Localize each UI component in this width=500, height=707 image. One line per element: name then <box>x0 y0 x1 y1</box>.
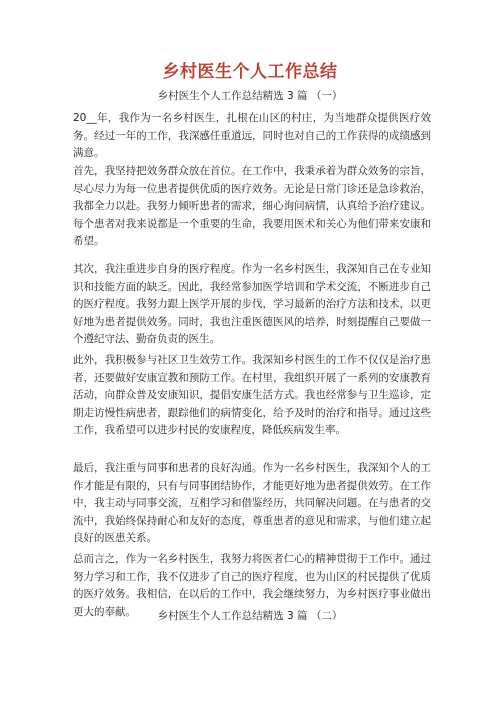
document-title: 乡村医生个人工作总结 <box>162 62 338 82</box>
paragraph-intro: 20__年，我作为一名乡村医生，扎根在山区的村庄，为当地群众提供医疗效务。经过一年的工作，我深感任重道远，同时也对自己的工作获得的成绩感到满意。 <box>73 112 431 159</box>
paragraph-serving-public: 首先，我坚持把效务群众放在首位。在工作中，我秉承着为群众效务的宗旨，尽心尽力为每一位患者提供优质的医疗效务。无论是日常门诊还是急诊救治，我都全力以赴。我努力倾听患者的需求，细心询问病情，认真给予治疗建议。每个患者对我来说都是一个重要的生命，我要用医术和关心为他们带来安康和希望。 <box>73 165 431 247</box>
paragraph-communication: 最后，我注重与同事和患者的良好沟通。作为一名乡村医生，我深知个人的工作才能是有限的，只有与同事团结协作，才能更好地为患者提供效劳。在工作中，我主动与同事交流，互相学习和借鉴经历，共同解决问题。在与患者的交流中，我始终保持耐心和友好的态度，尊重患者的意见和需求，与他们建立起良好的医患关系。 <box>73 462 431 544</box>
paragraph-conclusion: 总而言之，作为一名乡村医生，我努力将医者仁心的精神贯彻于工作中。通过努力学习和工作，我不仅进步了自己的医疗程度，也为山区的村民提供了优质的医疗效务。我相信，在以后的工作中，我会继续努力，为乡村医疗事业做出更大的奉献。 <box>73 553 431 618</box>
section-subtitle-2: 乡村医生个人工作总结精选 3 篇 （二） <box>157 610 343 622</box>
paragraph-community-health: 此外，我积极参与社区卫生效劳工作。我深知乡村医生的工作不仅仅是治疗患者，还要做好安康宣教和预防工作。在村里，我组织开展了一系列的安康教育活动，向群众普及安康知识，提倡安康生活方式。我也经常参与卫生巡诊，定期走访慢性病患者，跟踪他们的病情变化，给予及时的治疗和指导。通过这些工作，我希望可以进步村民的安康程度，降低疾病发生率。 <box>73 354 431 436</box>
paragraph-self-improvement: 其次，我注重进步自身的医疗程度。作为一名乡村医生，我深知自己在专业知识和技能方面的缺乏。因此，我经常参加医学培训和学术交流，不断进步自己的医疗程度。我努力跟上医学开展的步伐，学习最新的治疗方法和技术，以更好地为患者提供效务。同时，我也注重医德医风的培养，时刻提醒自己要做一个遵纪守法、勤奋负责的医生。 <box>73 263 431 345</box>
section-subtitle-1: 乡村医生个人工作总结精选 3 篇 （一） <box>157 90 343 102</box>
